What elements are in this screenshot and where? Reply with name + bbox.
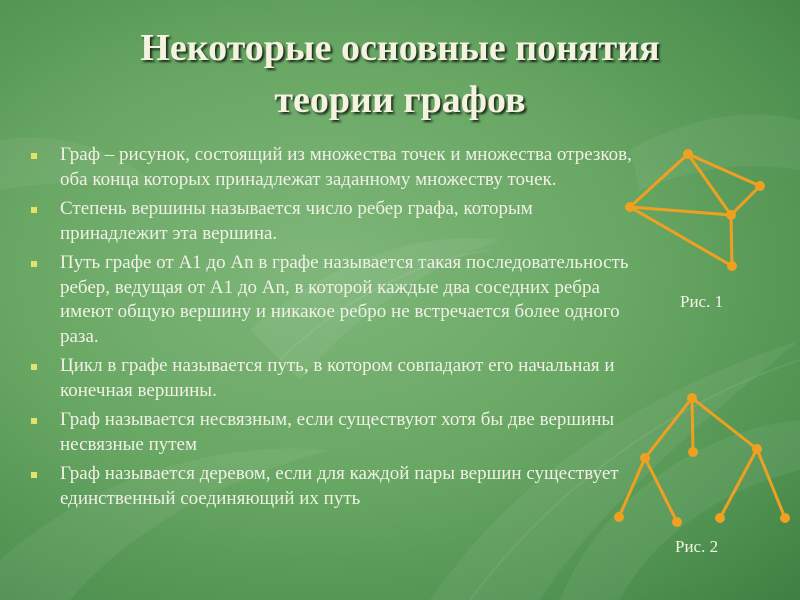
slide-title-line-2: теории графов: [274, 79, 526, 121]
graph-edge: [630, 207, 731, 215]
graph-edge: [630, 154, 688, 207]
tree-edge: [645, 398, 692, 458]
bullet-square-icon: [31, 207, 37, 213]
list-item-text: Путь графе от A1 до An в графе называется такая последовательность ребер, ведущая от A1 до An, в которой каждые два соседних ребра имеют общую вершину и никакое ребро не встречается более одного раза.: [60, 252, 629, 347]
graph-vertex: [683, 149, 693, 159]
graph-edge: [630, 207, 732, 266]
list-item: [30, 143, 640, 192]
list-item-text: Степень вершины называется число ребер графа, которым принадлежит эта вершина.: [60, 198, 533, 244]
list-item: [30, 251, 640, 349]
tree-vertex: [688, 447, 698, 457]
bullet-square-icon: [31, 418, 37, 424]
slide-title: [0, 22, 800, 126]
bullet-square-icon: [31, 153, 37, 159]
graph-edge: [731, 186, 760, 215]
tree-vertex: [752, 444, 762, 454]
list-item: [30, 408, 640, 457]
tree-vertex: [687, 393, 697, 403]
list-item-text: Граф называется деревом, если для каждой пары вершин существует единственный соединяющий их путь: [60, 463, 619, 509]
tree-vertex: [614, 512, 624, 522]
tree-edge: [619, 458, 645, 517]
figure-1-graph: [615, 140, 775, 280]
graph-edge: [731, 215, 732, 266]
tree-vertex: [780, 513, 790, 523]
graph-vertex: [755, 181, 765, 191]
figure-2-caption: Рис. 2: [675, 537, 719, 556]
list-item-text: Граф называется несвязным, если существуют хотя бы две вершины несвязные путем: [60, 409, 615, 455]
list-item-text: Граф – рисунок, состоящий из множества точек и множества отрезков, оба конца которых принадлежат заданному множеству точек.: [60, 144, 632, 190]
tree-edge: [692, 398, 693, 452]
tree-edge: [757, 449, 785, 518]
tree-vertex: [640, 453, 650, 463]
list-item: [30, 462, 640, 511]
figure-1-caption: Рис. 1: [680, 292, 724, 311]
tree-vertex: [715, 513, 725, 523]
bullet-square-icon: [31, 261, 37, 267]
list-item-text: Цикл в графе называется путь, в котором совпадают его начальная и конечная вершины.: [60, 355, 615, 401]
bullet-square-icon: [31, 364, 37, 370]
definitions-list: [30, 143, 640, 516]
tree-vertex: [672, 517, 682, 527]
graph-vertex: [726, 210, 736, 220]
bullet-square-icon: [31, 472, 37, 478]
tree-edge: [720, 449, 757, 518]
tree-edge: [692, 398, 757, 449]
figure-2-tree: [600, 385, 800, 535]
tree-edge: [645, 458, 677, 522]
graph-vertex: [625, 202, 635, 212]
list-item: [30, 354, 640, 403]
list-item: [30, 197, 640, 246]
slide-title-line-1: Некоторые основные понятия: [140, 27, 660, 69]
graph-vertex: [727, 261, 737, 271]
